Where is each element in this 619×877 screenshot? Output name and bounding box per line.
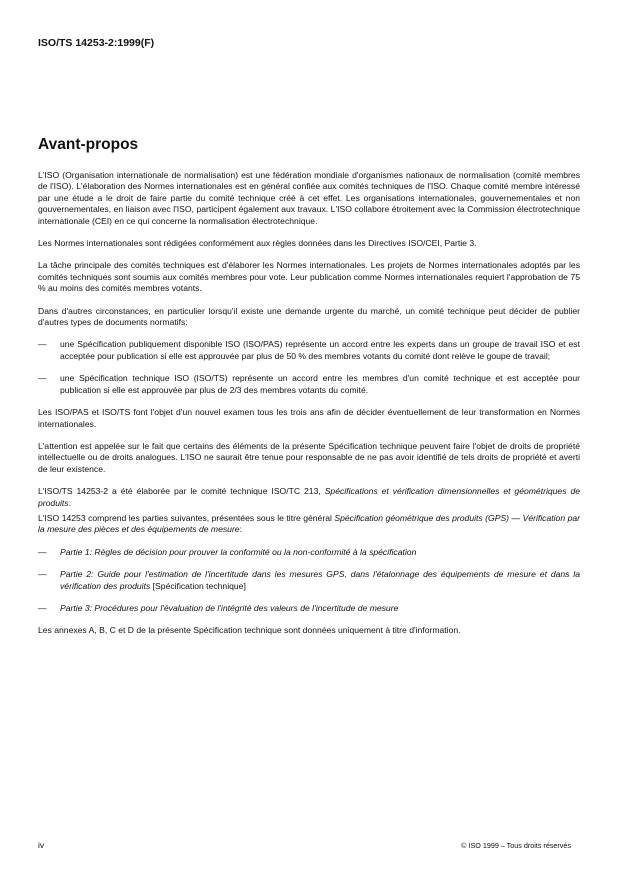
dash-bullet: — <box>38 569 47 580</box>
paragraph-directives: Les Normes internationales sont rédigées conformément aux règles données dans les Directives ISO/CEI, Partie 3. <box>38 238 477 249</box>
paragraph-other-documents: Dans d'autres circonstances, en particulier lorsqu'il existe une demande urgente du marché, un comité technique peut décider de publier d'autres types de documents normatifs: <box>38 305 580 328</box>
list-item-part-1 <box>38 547 580 558</box>
list-item-part-3 <box>38 603 580 614</box>
part-note: [Spécification technique] <box>150 580 246 591</box>
text: L'ISO 14253 comprend les parties suivantes, présentées sous le titre général <box>38 512 335 523</box>
list-item-text: une Spécification technique ISO (ISO/TS) représente un accord entre les membres d'un comité technique et est acceptée pour publication si elle est approuvée par plus de 2/3 des membres votants du comité. <box>60 373 580 395</box>
list-item-part-2 <box>38 569 580 592</box>
paragraph-parts-intro <box>38 513 580 536</box>
copyright-notice: © ISO 1999 – Tous droits réservés <box>461 841 571 850</box>
section-title: Avant-propos <box>38 136 139 153</box>
document-identifier: ISO/TS 14253-2:1999(F) <box>38 37 155 49</box>
paragraph-technical-committees: La tâche principale des comités techniques est d'élaborer les Normes internationales. Les projets de Normes internationales adoptés par les comités techniques sont soumis aux comités membres pour vote. Leur publication comme Normes internationales requiert l'approbation de 75 % au moins des comités membres votants. <box>38 260 580 294</box>
paragraph-review: Les ISO/PAS et ISO/TS font l'objet d'un nouvel examen tous les trois ans afin de décider éventuellement de leur transformation en Normes internationales. <box>38 407 580 429</box>
text: L'ISO/TS 14253-2 a été élaborée par le comité technique ISO/TC 213, <box>38 486 325 497</box>
dash-bullet: — <box>38 339 47 350</box>
paragraph-iso-organisation: L'ISO (Organisation internationale de normalisation) est une fédération mondiale d'organismes nationaux de normalisation (comité membres de l'ISO). L'élaboration des Normes internationales est en général confiée aux comités techniques de l'ISO. Chaque comité membre intéressé par une étude a le droit de faire partie du comité technique créé à cet effet. Les organisations internationales, gouvernementales et non gouvernementales, en liaison avec l'ISO, participent également aux travaux. L'ISO collabore étroitement avec la Commission électrotechnique internationale (CEI) en ce qui concerne la normalisation électrotechnique. <box>38 170 580 226</box>
general-title: Spécification géométrique des produits (GPS) — Vérification par la mesure des pièces et des équipements de mesure <box>38 512 580 535</box>
dash-bullet: — <box>38 602 47 613</box>
list-item-iso-pas <box>38 339 580 362</box>
part-title: Partie 3: Procédures pour l'évaluation de l'intégrité des valeurs de l'incertitude de mesure <box>60 602 399 613</box>
paragraph-prepared-by <box>38 486 580 509</box>
text: . <box>68 497 71 508</box>
dash-bullet: — <box>38 546 47 557</box>
part-title: Partie 1: Règles de décision pour prouver la conformité ou la non-conformité à la spécification <box>60 546 417 557</box>
page-number: iv <box>38 840 45 850</box>
foreword-body <box>38 170 580 637</box>
part-title: Partie 2: Guide pour l'estimation de l'incertitude dans les mesures GPS, dans l'étalonnage des équipements de mesure et dans la vérification des produits <box>60 569 580 591</box>
list-item-iso-ts <box>38 373 580 396</box>
paragraph-patent-rights: L'attention est appelée sur le fait que certains des éléments de la présente Spécification technique peuvent faire l'objet de droits de propriété intellectuelle ou de droits analogues. L'ISO ne saurait être tenue pour responsable de ne pas avoir identifié de tels droits de propriété et averti de leur existence. <box>38 440 580 474</box>
paragraph-annexes: Les annexes A, B, C et D de la présente Spécification technique sont données uniquement à titre d'information. <box>38 625 461 636</box>
list-item-text: une Spécification publiquement disponible ISO (ISO/PAS) représente un accord entre les experts dans un groupe de travail ISO et est acceptée pour publication si elle est approuvée par plus de 50 % des membres votants du comité dont relève le goupe de travail; <box>60 339 580 361</box>
text: : <box>239 524 242 535</box>
committee-title: Spécifications et vérification dimensionnelles et géométriques de produits <box>38 486 580 508</box>
dash-bullet: — <box>38 373 47 384</box>
